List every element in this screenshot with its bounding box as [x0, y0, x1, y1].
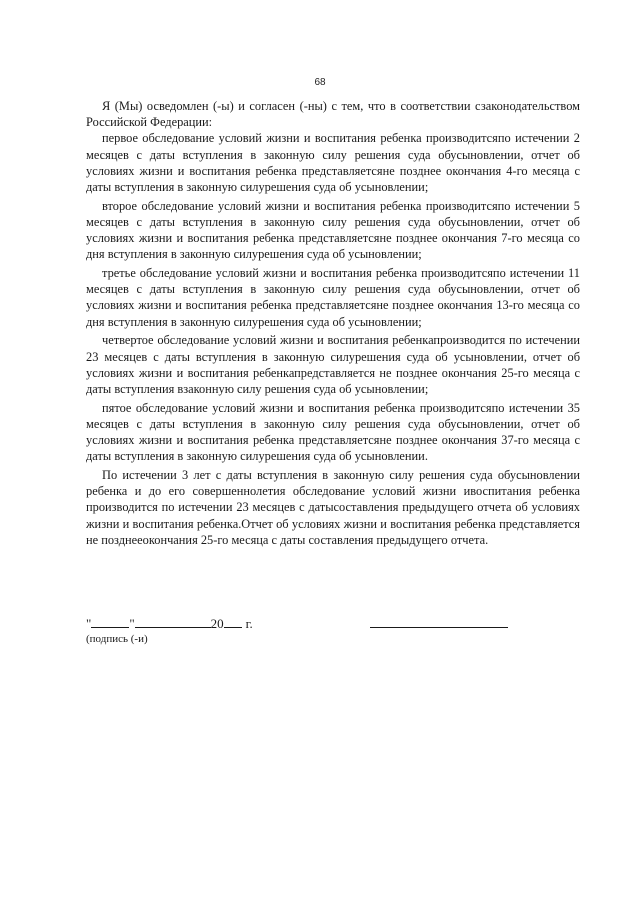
document-body: [86, 98, 580, 550]
page-number: 68: [314, 77, 326, 88]
date-quote-open: ": [86, 616, 92, 631]
paragraph-fourth-inspection: четвертое обследование условий жизни и воспитания ребенкапроизводится по истечении 23 месяцев с даты вступления в законную силурешения суда об усыновлении, отчет об условиях жизни и воспитания ребенкапредставляется не позднее окончания 25-го месяца с даты вступления взаконную силу решения суда об усыновлении;: [86, 333, 580, 396]
paragraph-second-inspection: второе обследование условий жизни и воспитания ребенка производитсяпо истечении 5 месяцев с даты вступления в законную силу решения суда обусыновлении, отчет об условиях жизни и воспитания ребенка представляетсяне позднее окончания 7-го месяца со дня вступления в законную силурешения суда об усыновлении;: [86, 198, 580, 262]
paragraph-after-three-years: По истечении 3 лет с даты вступления в законную силу решения суда обусыновлении ребенка и до его совершеннолетия обследование условий жизни ивоспитания ребенка производится по истечении 23 месяцев с датысоставления предыдущего отчета об условиях жизни и воспитания ребенка.Отчет об условиях жизни и воспитания ребенка представляется не позднееокончания 25-го месяца с даты составления предыдущего отчета.: [86, 467, 580, 547]
date-quote-close: ": [129, 616, 135, 631]
day-blank: [91, 614, 129, 628]
year-blank: [224, 614, 242, 628]
paragraph-third-inspection: третье обследование условий жизни и воспитания ребенка производитсяпо истечении 11 месяцев с даты вступления в законную силу решения суда обусыновлении, отчет об условиях жизни и воспитания ребенка представляетсяне позднее окончания 13-го месяца со дня вступления в законную силурешения суда об усыновлении;: [86, 266, 580, 329]
year-suffix: г.: [245, 616, 253, 631]
month-blank: [135, 614, 211, 628]
paragraph-first-inspection: первое обследование условий жизни и воспитания ребенка производитсяпо истечении 2 месяцев с даты вступления в законную силу решения суда обусыновлении, отчет об условиях жизни и воспитания ребенка представляетсяне позднее окончания 4-го месяца с даты вступления в законную силурешения суда об усыновлении;: [86, 131, 580, 195]
signature-caption: (подпись (-и): [86, 633, 148, 645]
year-prefix: 20: [210, 616, 224, 631]
intro-paragraph: Я (Мы) осведомлен (-ы) и согласен (-ны) с тем, что в соответствии сзаконодательством Российской Федерации:: [86, 99, 580, 130]
paragraph-fifth-inspection: пятое обследование условий жизни и воспитания ребенка производитсяпо истечении 35 месяцев с даты вступления в законную силу решения суда обусыновлении, отчет об условиях жизни и воспитания ребенка представляетсяне позднее окончания 37-го месяца с даты вступления в законную силурешения суда об усыновлении.: [86, 400, 580, 464]
signature-line: [370, 627, 508, 628]
signature-date: [86, 614, 253, 632]
